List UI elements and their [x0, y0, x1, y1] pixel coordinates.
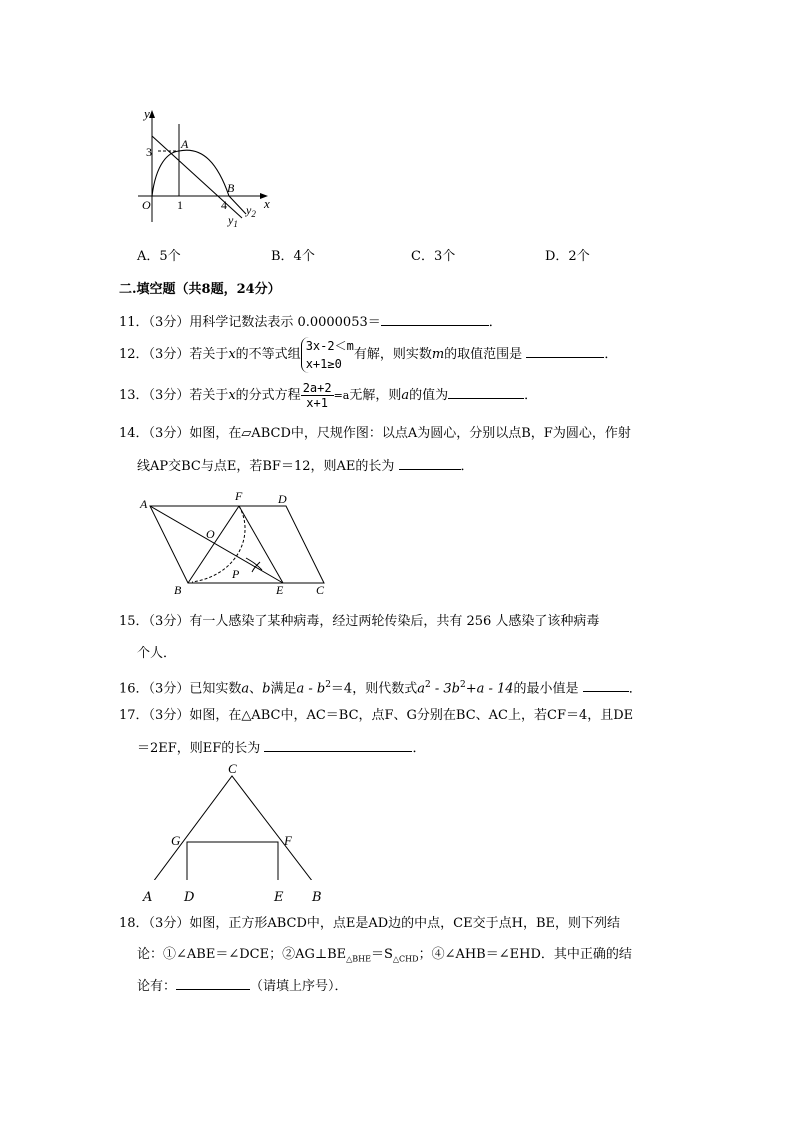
fig14-E: E [276, 583, 284, 597]
label-O: O [142, 198, 151, 212]
fig17-E: E [274, 890, 284, 905]
q16-exp2: 2 [424, 680, 431, 690]
q17-answer-blank[interactable] [264, 739, 412, 752]
q12-x: x [228, 347, 236, 362]
label-B: B [227, 181, 235, 195]
q12-pre: 12．（3分）若关于 [119, 347, 229, 362]
q16-exp1: 2 [325, 680, 331, 690]
q14-answer-blank[interactable] [399, 457, 461, 470]
triangle-figure [136, 760, 332, 880]
parallelogram-figure [138, 486, 338, 598]
rectangle-gdef [187, 842, 278, 880]
q12-mid: 的不等式组 [235, 347, 301, 362]
q17-line2-text: ＝2EF，则EF的长为 [137, 741, 261, 756]
q11-text: 11．（3分）用科学记数法表示 0.0000053＝ [119, 315, 381, 330]
fig14-P: P [232, 567, 240, 581]
q18-line2c: ；④∠AHB＝∠EHD．其中正确的结 [418, 947, 632, 962]
question-12 [119, 336, 617, 374]
label-A: A [181, 137, 189, 151]
question-13 [119, 379, 537, 413]
q13-mid: 的分式方程 [235, 388, 301, 403]
q13-a: a [401, 388, 410, 403]
q18-line2a: 论：①∠ABE＝∠DCE；②AG⊥BE [137, 947, 347, 962]
y-axis-arrow-icon [149, 110, 155, 118]
fig17-B: B [312, 890, 322, 905]
q13-x: x [228, 388, 236, 403]
q16-expr1: a - b [296, 681, 326, 697]
q18-sub1: △BHE [346, 954, 371, 964]
fig14-F: F [235, 489, 243, 503]
question-18-line2 [137, 947, 632, 968]
q12-post2: 的取值范围是 [444, 347, 523, 362]
question-17-line2 [137, 739, 425, 757]
fig17-F: F [284, 833, 292, 848]
fig17-G: G [171, 833, 181, 848]
fig14-D: D [278, 492, 287, 506]
question-16 [119, 677, 642, 697]
fig17-D: D [184, 890, 195, 905]
label-3: 3 [146, 145, 152, 159]
fig14-B: B [174, 583, 182, 597]
label-4: 4 [221, 198, 227, 212]
q16-expr2b: - 3b [430, 681, 460, 697]
label-x: x [264, 196, 270, 211]
q14-line2-text: 线AP交BC与点E，若BF＝12，则AE的长为 [137, 459, 395, 474]
q18-line2b: ＝S [370, 947, 393, 962]
q16-end: ． [628, 681, 642, 697]
q16-answer-blank[interactable] [583, 679, 629, 692]
q13-pre: 13．（3分）若关于 [119, 388, 229, 403]
q16-a: a [241, 681, 250, 697]
fig14-O: O [206, 527, 215, 541]
q13-end: ． [524, 388, 538, 403]
q18-answer-blank[interactable] [176, 977, 250, 990]
option-a: A．5个 [137, 249, 181, 264]
question-15-line2: 个人． [137, 646, 177, 661]
q13-fraction [301, 381, 334, 410]
q12-ineq1: 3x-2＜m [305, 338, 354, 353]
segment-fe [239, 506, 283, 583]
q16-mid: 满足 [270, 681, 297, 697]
label-1: 1 [177, 198, 183, 212]
q13-eq: =a [333, 389, 350, 402]
q11-end: ． [488, 315, 502, 330]
q13-numerator: 2a+2 [302, 381, 332, 395]
function-graph [128, 104, 278, 232]
q12-system [301, 337, 354, 373]
q16-post: 的最小值是 [513, 681, 579, 697]
q18-sub2: △CHD [392, 954, 419, 964]
q16-sep: 、 [249, 681, 263, 697]
line-y1 [152, 136, 242, 218]
q12-answer-blank[interactable] [526, 345, 604, 358]
triangle-abc [150, 776, 316, 880]
q12-end: ． [604, 347, 618, 362]
option-d: D．2个 [545, 249, 590, 264]
q13-denominator: x+1 [306, 396, 328, 410]
q12-ineq2: x+1≥0 [305, 356, 342, 371]
q12-m: m [431, 347, 445, 362]
question-18-line1: 18．（3分）如图，正方形ABCD中，点E是AD边的中点，CE交于点H，BE，则下列结 [119, 916, 620, 931]
q18-line3: 论有： [137, 979, 177, 994]
segment-ae [150, 506, 283, 583]
q16-exp3: 2 [459, 680, 466, 690]
q13-answer-blank[interactable] [448, 386, 524, 399]
q12-post: 有解，则实数 [353, 347, 432, 362]
option-c: C．3个 [411, 249, 456, 264]
q13-post2: 的值为 [409, 388, 449, 403]
label-y2: $y_2$ [246, 203, 256, 219]
question-17-line1: 17．（3分）如图，在△ABC中，AC＝BC，点F、G分别在BC、AC上，若CF＝4，且DE [119, 708, 634, 723]
q16-expr2c: +a - 14 [465, 681, 514, 697]
question-18-line3 [137, 977, 348, 995]
label-y1: $y_1$ [228, 213, 238, 229]
option-b: B．4个 [271, 249, 315, 264]
q16-b: b [262, 681, 271, 697]
q16-eq1: ＝4，则代数式 [330, 681, 418, 697]
fig14-A: A [140, 497, 148, 511]
q11-answer-blank[interactable] [381, 313, 489, 326]
q13-post: 无解，则 [349, 388, 402, 403]
question-14-line2 [137, 457, 474, 475]
q14-end: ． [460, 459, 474, 474]
q16-expr2a: a [417, 681, 425, 697]
fig17-A: A [143, 890, 153, 905]
question-15-line1: 15．（3分）有一人感染了某种病毒，经过两轮传染后，共有 256 人感染了该种病毒 [119, 614, 600, 629]
q16-pre: 16．（3分）已知实数 [119, 681, 242, 697]
fig17-C: C [228, 761, 237, 776]
question-14-line1: 14．（3分）如图，在▱ABCD中，尺规作图：以点A为圆心，分别以点B，F为圆心，作射 [119, 426, 631, 441]
fig14-C: C [316, 583, 325, 597]
q18-line3post: （请填上序号）． [250, 979, 348, 994]
label-y: y [144, 106, 150, 121]
section-title: 二.填空题（共8题，24分） [119, 282, 281, 297]
question-11 [119, 313, 502, 331]
q17-end: ． [412, 741, 426, 756]
